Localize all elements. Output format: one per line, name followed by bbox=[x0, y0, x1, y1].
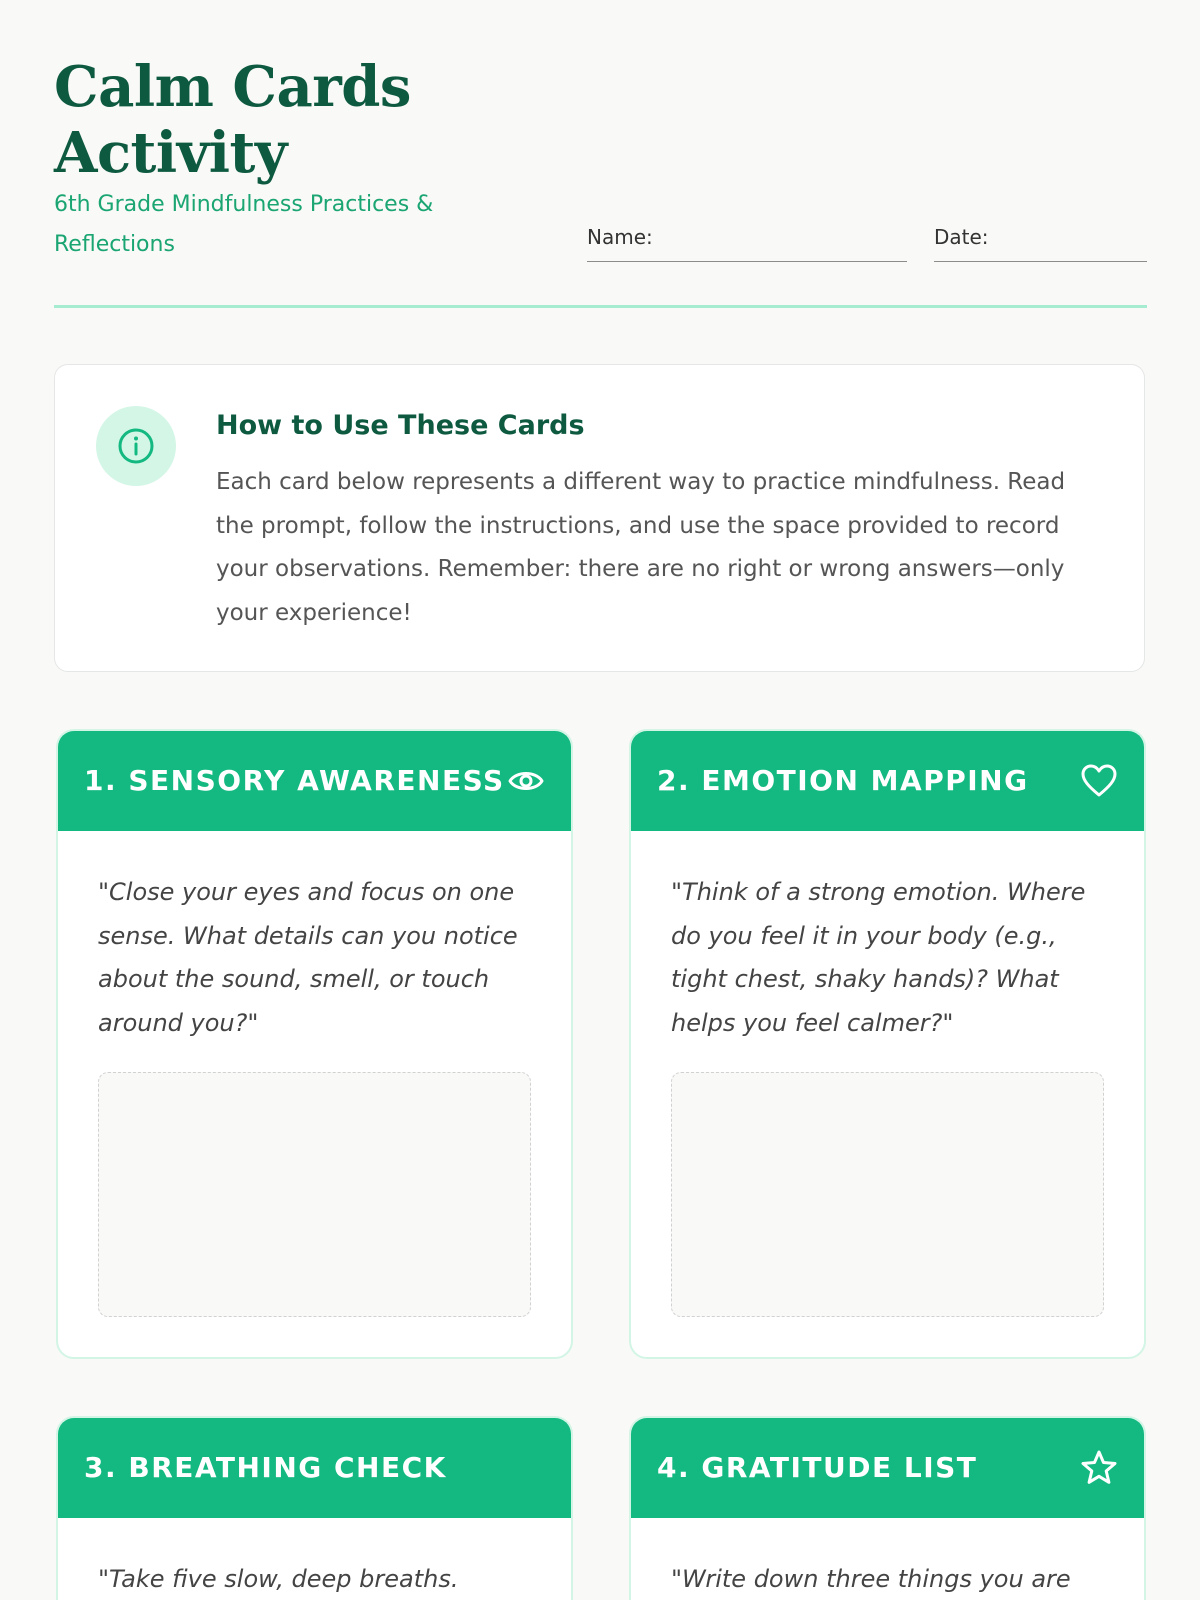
card-breathing-check bbox=[56, 1416, 573, 1600]
page-title: Calm Cards Activity bbox=[54, 54, 411, 186]
card-emotion-mapping bbox=[629, 729, 1146, 1359]
card-title: 1. SENSORY AWARENESS bbox=[84, 764, 505, 797]
card-header bbox=[631, 731, 1144, 831]
name-label: Name: bbox=[587, 225, 653, 249]
page-subtitle: 6th Grade Mindfulness Practices & Reflections bbox=[54, 192, 434, 257]
card-title: 2. EMOTION MAPPING bbox=[657, 764, 1029, 797]
card-header bbox=[58, 731, 571, 831]
instructions-title: How to Use These Cards bbox=[216, 410, 585, 441]
star-icon bbox=[1080, 1449, 1118, 1487]
heart-icon bbox=[1080, 762, 1118, 800]
date-field[interactable] bbox=[934, 225, 1147, 262]
card-gratitude-list bbox=[629, 1416, 1146, 1600]
answer-box[interactable] bbox=[671, 1072, 1104, 1317]
instructions-text: Each card below represents a different way to practice mindfulness. Read the prompt, follow the instructions, and use the space provided to record your observations. Remember: there are no right or wrong answers—only your experience! bbox=[216, 469, 1066, 626]
header-divider bbox=[54, 305, 1147, 308]
name-field[interactable] bbox=[587, 225, 907, 262]
answer-box[interactable] bbox=[98, 1072, 531, 1317]
card-prompt: "Think of a strong emotion. Where do you feel it in your body (e.g., tight chest, shaky hands)? What helps you feel calmer?" bbox=[671, 878, 1086, 1037]
card-title: 4. GRATITUDE LIST bbox=[657, 1451, 978, 1484]
card-prompt: "Close your eyes and focus on one sense. What details can you notice about the sound, smell, or touch around you?" bbox=[98, 878, 518, 1037]
card-header bbox=[631, 1418, 1144, 1518]
info-icon bbox=[96, 406, 176, 486]
eye-icon bbox=[507, 762, 545, 800]
card-header bbox=[58, 1418, 571, 1518]
instructions-box bbox=[54, 364, 1145, 672]
date-label: Date: bbox=[934, 225, 989, 249]
card-title: 3. BREATHING CHECK bbox=[84, 1451, 447, 1484]
card-prompt: "Take five slow, deep breaths. bbox=[98, 1565, 459, 1593]
card-sensory-awareness bbox=[56, 729, 573, 1359]
card-prompt: "Write down three things you are bbox=[671, 1565, 1071, 1593]
page-header bbox=[54, 54, 1147, 310]
